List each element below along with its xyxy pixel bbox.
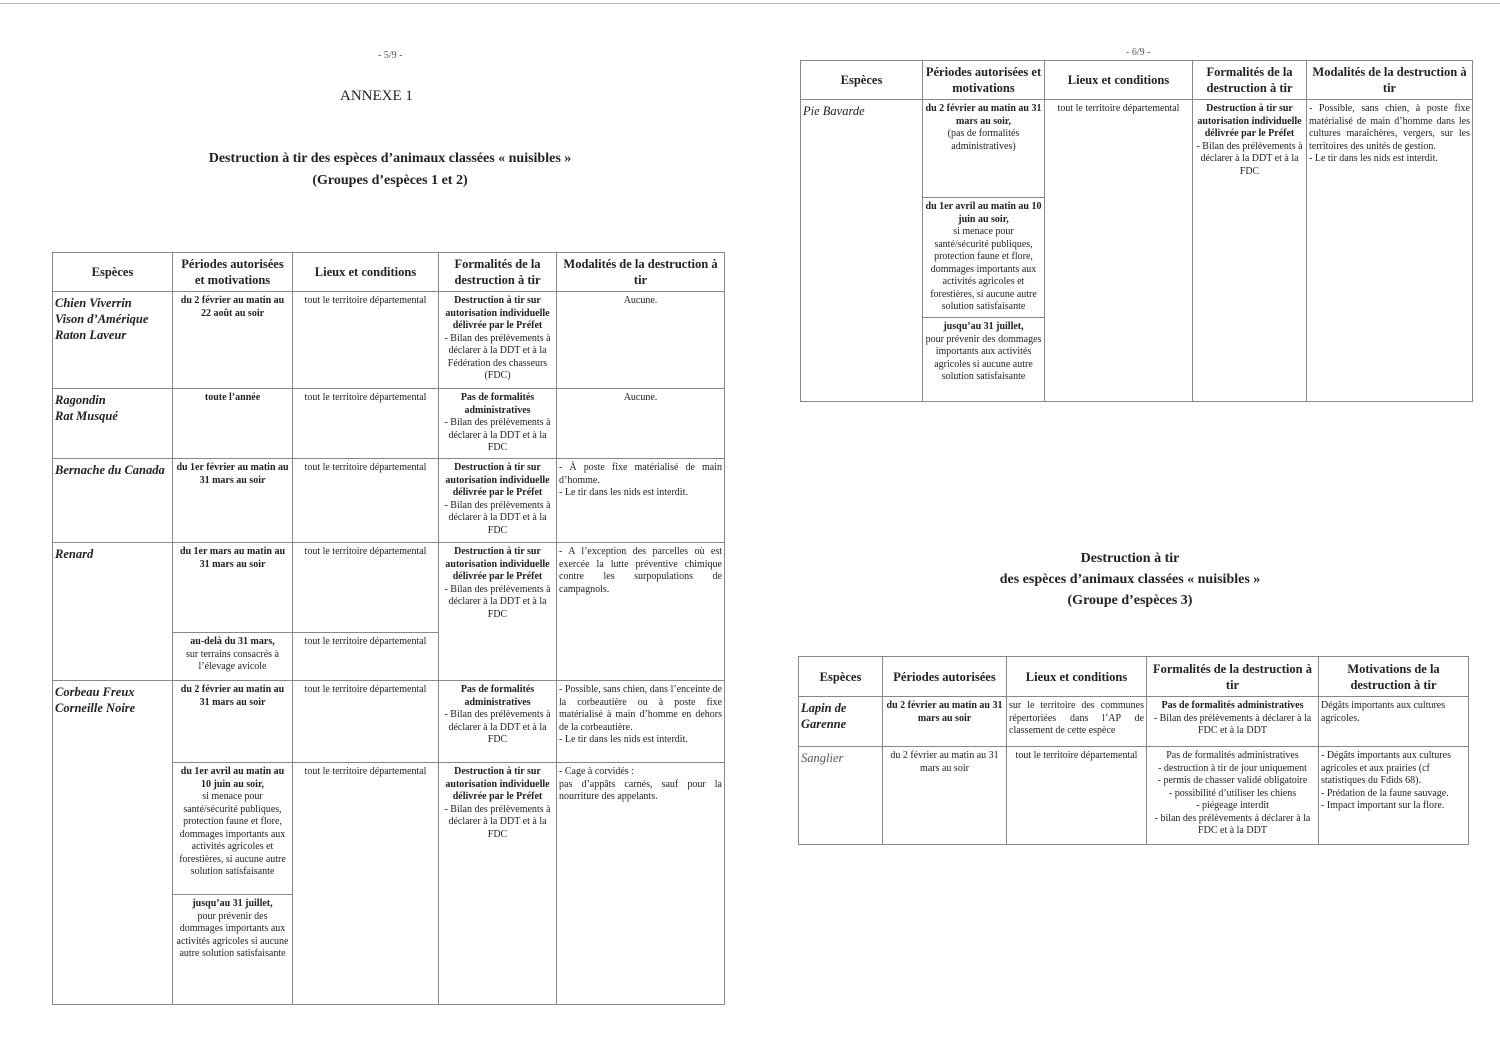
formality-detail: - Bilan des prélèvements à déclarer à la DDT et à la FDC — [444, 583, 551, 620]
groups-1-2-table — [52, 252, 725, 1005]
modality-cell: - À poste fixe matérialisé de main d’homme. - Le tir dans les nids est interdit. — [557, 459, 725, 543]
formality-main: Pas de formalités administratives — [460, 392, 535, 416]
table-row — [53, 389, 725, 459]
formality-cell — [1193, 100, 1307, 402]
species-cell: Ragondin Rat Musqué — [53, 389, 173, 459]
formality-main: Pas de formalités administratives — [460, 684, 535, 708]
header-modalities: Modalités de la destruction à tir — [1307, 61, 1473, 100]
table-row — [53, 292, 725, 389]
header-species: Espèces — [53, 253, 173, 292]
section-title — [140, 148, 640, 192]
place-cell: tout le territoire départemental — [293, 459, 439, 543]
modality-cell: Aucune. — [557, 292, 725, 389]
place-cell: tout le territoire départemental — [293, 389, 439, 459]
formality-cell — [439, 681, 557, 763]
modality-cell: - Possible, sans chien, dans l’enceinte de la corbeautière ou à poste fixe matérialisé à main d’homme en dehors de la corbeautière. - Le tir dans les nids est interdit. — [557, 681, 725, 763]
period-main: du 2 février au matin au 31 mars au soir, — [925, 103, 1042, 127]
table-row — [799, 747, 1469, 845]
period-main: du 1er avril au matin au 10 juin au soir, — [925, 201, 1042, 225]
header-periods: Périodes autorisées — [883, 657, 1007, 697]
species-cell: Corbeau Freux Corneille Noire — [53, 681, 173, 1005]
formality-detail: - Bilan des prélèvements à déclarer à la DDT et à la Fédération des chasseurs (FDC) — [444, 332, 551, 381]
modality-cell: Aucune. — [557, 389, 725, 459]
species-cell: Lapin de Garenne — [799, 697, 883, 747]
formality-main: Destruction à tir sur autorisation individuelle délivrée par le Préfet — [445, 462, 550, 498]
header-motivations: Motivations de la destruction à tir — [1319, 657, 1469, 697]
period-detail: si menace pour santé/sécurité publiques, protection faune et flore, dommages importants aux activités agricoles et forestières, si aucune autre solution satisfaisante — [179, 791, 286, 877]
title-line: (Groupe d’espèces 3) — [1067, 593, 1193, 608]
period-main: jusqu’au 31 juillet, — [943, 321, 1024, 332]
modality-cell: - Possible, sans chien, à poste fixe matérialisé de main d’homme dans les cultures maraîchères, vergers, sur les territoires des unités de gestion. - Le tir dans les nids est interdit. — [1307, 100, 1473, 402]
formality-cell — [439, 459, 557, 543]
period-cell — [923, 198, 1045, 318]
place-cell: tout le territoire départemental — [293, 292, 439, 389]
species-cell: Renard — [53, 543, 173, 681]
title-line: Destruction à tir des espèces d’animaux classées « nuisibles » — [208, 151, 572, 166]
period-detail: sur terrains consacrés à l’élevage avicole — [185, 648, 279, 672]
modality-cell: - Cage à corvidés : pas d’appâts carnés, sauf pour la nourriture des appelants. — [557, 763, 725, 1005]
formality-main: Pas de formalités administratives — [1161, 700, 1304, 711]
species-cell: Sanglier — [799, 747, 883, 845]
table-header-row — [801, 61, 1473, 100]
header-places: Lieux et conditions — [293, 253, 439, 292]
annex-title: ANNEXE 1 — [340, 88, 413, 104]
formality-detail: - Bilan des prélèvements à déclarer à la DDT et à la FDC — [1196, 140, 1303, 177]
period-cell — [173, 633, 293, 681]
period-detail: pour prévenir des dommages importants aux activités agricoles si aucune autre solution satisfaisante — [925, 333, 1042, 382]
table-header-row — [799, 657, 1469, 697]
header-formalities: Formalités de la destruction à tir — [439, 253, 557, 292]
period-cell — [923, 100, 1045, 198]
place-cell: tout le territoire départemental — [293, 633, 439, 681]
title-line: des espèces d’animaux classées « nuisibles » — [999, 572, 1261, 587]
species-cell: Pie Bavarde — [801, 100, 923, 402]
formality-cell — [439, 389, 557, 459]
period-cell: du 1er mars au matin au 31 mars au soir — [173, 543, 293, 633]
period-main: du 1er avril au matin au 10 juin au soir, — [180, 766, 285, 790]
header-places: Lieux et conditions — [1007, 657, 1147, 697]
species-cell: Chien Viverrin Vison d’Amérique Raton Laveur — [53, 292, 173, 389]
formality-detail: - Bilan des prélèvements à déclarer à la DDT et à la FDC — [444, 417, 551, 453]
group-3-table — [798, 656, 1469, 845]
period-main: jusqu’au 31 juillet, — [192, 898, 273, 909]
header-places: Lieux et conditions — [1045, 61, 1193, 100]
table-row — [799, 697, 1469, 747]
formality-main: Destruction à tir sur autorisation individuelle délivrée par le Préfet — [445, 546, 550, 582]
place-cell: tout le territoire départemental — [1007, 747, 1147, 845]
header-species: Espèces — [801, 61, 923, 100]
place-cell: tout le territoire départemental — [293, 763, 439, 1005]
header-modalities: Modalités de la destruction à tir — [557, 253, 725, 292]
period-detail: (pas de formalités administratives) — [947, 128, 1020, 152]
formality-cell: Pas de formalités administratives - destruction à tir de jour uniquement - permis de chasser validé obligatoire - possibilité d’utiliser les chiens - piégeage interdit - bilan des prélèvements à déclarer à la FDC et à la DDT — [1147, 747, 1319, 845]
formality-cell — [439, 543, 557, 681]
header-formalities: Formalités de la destruction à tir — [1193, 61, 1307, 100]
page-6 — [760, 0, 1500, 1060]
period-cell — [173, 763, 293, 895]
period-detail: pour prévenir des dommages importants aux activités agricoles si aucune autre solution satisfaisante — [176, 910, 289, 959]
modality-cell: - A l’exception des parcelles où est exercée la lutte préventive chimique contre les surpopulations de campagnols. — [557, 543, 725, 681]
title-line: Destruction à tir — [1080, 551, 1180, 566]
place-cell: tout le territoire départemental — [293, 681, 439, 763]
period-cell: du 2 février au matin au 31 mars au soir — [173, 681, 293, 763]
species-cell: Bernache du Canada — [53, 459, 173, 543]
place-cell: tout le territoire départemental — [293, 543, 439, 633]
motivation-cell: Dégâts importants aux cultures agricoles. — [1319, 697, 1469, 747]
table-header-row — [53, 253, 725, 292]
period-cell — [173, 895, 293, 1005]
period-cell: toute l’année — [173, 389, 293, 459]
formality-detail: - Bilan des prélèvements à déclarer à la DDT et à la FDC — [444, 709, 551, 745]
period-main: au-delà du 31 mars, — [190, 636, 275, 647]
period-cell: du 2 février au matin au 22 août au soir — [173, 292, 293, 389]
formality-detail: - Bilan des prélèvements à déclarer à la DDT et à la FDC — [444, 803, 551, 840]
table-row — [53, 543, 725, 633]
page-number: - 5/9 - — [378, 50, 403, 61]
formality-cell — [1147, 697, 1319, 747]
page-number: - 6/9 - — [1126, 47, 1151, 58]
period-cell: du 2 février au matin au 31 mars au soir — [883, 747, 1007, 845]
formality-main: Destruction à tir sur autorisation individuelle délivrée par le Préfet — [445, 295, 550, 331]
formality-detail: - Bilan des prélèvements à déclarer à la FDC et à la DDT — [1153, 712, 1312, 736]
place-cell: tout le territoire départemental — [1045, 100, 1193, 402]
period-detail: si menace pour santé/sécurité publiques, protection faune et flore, dommages importants aux activités agricoles et forestières, si aucune autre solution satisfaisante — [930, 226, 1037, 312]
header-periods: Périodes autorisées et motivations — [923, 61, 1045, 100]
period-cell — [923, 318, 1045, 402]
header-species: Espèces — [799, 657, 883, 697]
title-line: (Groupes d’espèces 1 et 2) — [312, 173, 468, 188]
formality-cell — [439, 763, 557, 1005]
place-cell: sur le territoire des communes répertoriées dans l’AP de classement de cette espèce — [1007, 697, 1147, 747]
table-row — [801, 100, 1473, 198]
table-row — [53, 459, 725, 543]
formality-main: Destruction à tir sur autorisation individuelle délivrée par le Préfet — [1197, 103, 1302, 139]
groups-continued-table — [800, 60, 1473, 402]
formality-detail: - Bilan des prélèvements à déclarer à la DDT et à la FDC — [444, 499, 551, 536]
header-periods: Périodes autorisées et motivations — [173, 253, 293, 292]
formality-cell — [439, 292, 557, 389]
motivation-cell: - Dégâts importants aux cultures agricoles et aux prairies (cf statistiques du Fdids 68). - Prédation de la faune sauvage. - Impact important sur la flore. — [1319, 747, 1469, 845]
header-formalities: Formalités de la destruction à tir — [1147, 657, 1319, 697]
period-cell: du 2 février au matin au 31 mars au soir — [883, 697, 1007, 747]
formality-main: Destruction à tir sur autorisation individuelle délivrée par le Préfet — [445, 766, 550, 802]
period-cell: du 1er février au matin au 31 mars au soir — [173, 459, 293, 543]
table-row — [53, 681, 725, 763]
section-title — [960, 548, 1300, 611]
